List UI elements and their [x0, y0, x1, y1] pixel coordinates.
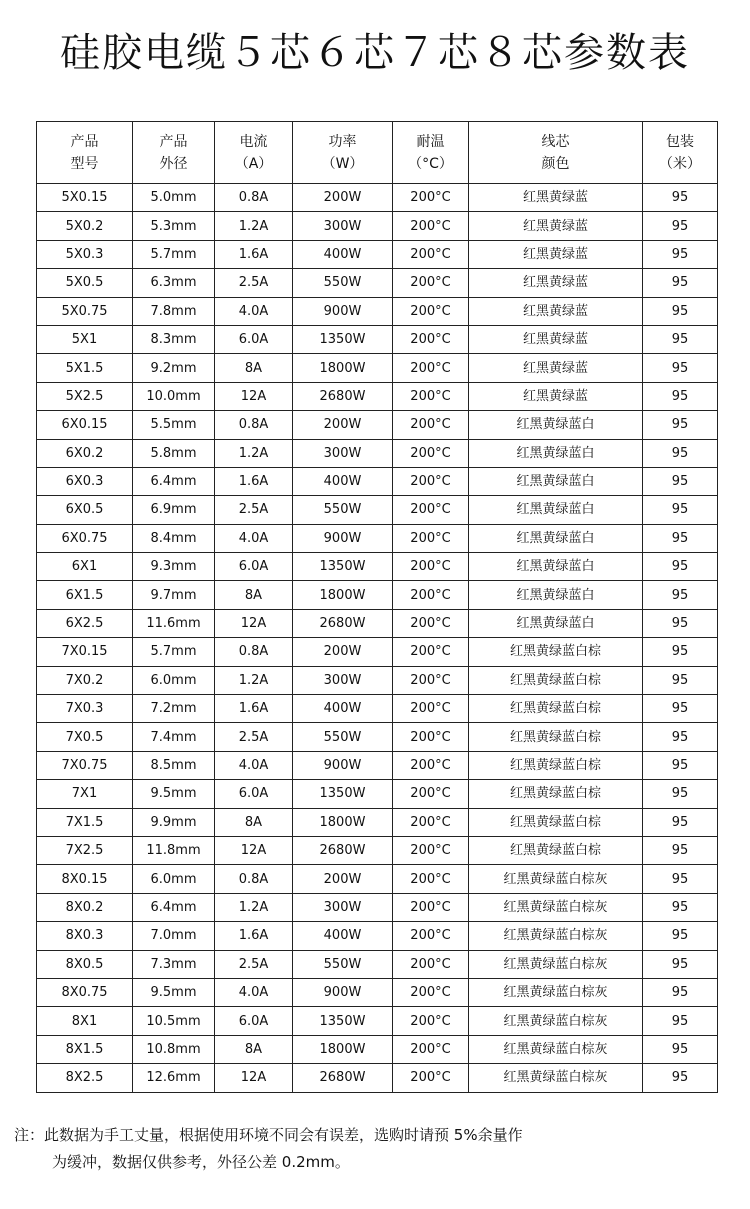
table-cell: 6.9mm: [133, 496, 215, 524]
table-row: [37, 1035, 718, 1063]
table-cell: 4.0A: [215, 751, 293, 779]
table-cell: 红黑黄绿蓝白棕: [469, 666, 643, 694]
table-cell: 红黑黄绿蓝白棕灰: [469, 893, 643, 921]
table-cell: 200°C: [393, 1007, 469, 1035]
table-cell: 900W: [293, 524, 393, 552]
table-cell: 红黑黄绿蓝白: [469, 524, 643, 552]
column-header: [293, 122, 393, 184]
table-row: [37, 780, 718, 808]
table-cell: 红黑黄绿蓝白: [469, 439, 643, 467]
table-cell: 5.0mm: [133, 184, 215, 212]
table-cell: 8A: [215, 808, 293, 836]
table-row: [37, 695, 718, 723]
table-cell: 0.8A: [215, 184, 293, 212]
table-cell: 95: [643, 723, 718, 751]
table-cell: 200W: [293, 638, 393, 666]
table-cell: 95: [643, 1007, 718, 1035]
table-cell: 200°C: [393, 354, 469, 382]
table-cell: 200°C: [393, 723, 469, 751]
table-cell: 5X0.3: [37, 240, 133, 268]
table-cell: 7.3mm: [133, 950, 215, 978]
table-cell: 红黑黄绿蓝白: [469, 581, 643, 609]
table-cell: 8.5mm: [133, 751, 215, 779]
table-cell: 1.6A: [215, 467, 293, 495]
table-cell: 95: [643, 865, 718, 893]
table-cell: 1.6A: [215, 922, 293, 950]
table-cell: 7.0mm: [133, 922, 215, 950]
table-cell: 9.5mm: [133, 978, 215, 1006]
table-cell: 5.3mm: [133, 212, 215, 240]
table-cell: 6X2.5: [37, 609, 133, 637]
table-cell: 8X0.2: [37, 893, 133, 921]
table-cell: 红黑黄绿蓝白: [469, 496, 643, 524]
table-cell: 红黑黄绿蓝白棕: [469, 836, 643, 864]
table-cell: 400W: [293, 240, 393, 268]
table-cell: 200°C: [393, 496, 469, 524]
table-cell: 2680W: [293, 836, 393, 864]
table-cell: 红黑黄绿蓝白棕灰: [469, 1007, 643, 1035]
table-cell: 5.8mm: [133, 439, 215, 467]
table-cell: 6X0.3: [37, 467, 133, 495]
table-cell: 95: [643, 836, 718, 864]
table-cell: 6X0.75: [37, 524, 133, 552]
table-cell: 1.2A: [215, 212, 293, 240]
table-cell: 95: [643, 1064, 718, 1092]
table-row: [37, 865, 718, 893]
table-cell: 1.2A: [215, 666, 293, 694]
table-cell: 0.8A: [215, 638, 293, 666]
table-cell: 红黑黄绿蓝白: [469, 411, 643, 439]
table-cell: 95: [643, 467, 718, 495]
table-row: [37, 1064, 718, 1092]
table-cell: 9.5mm: [133, 780, 215, 808]
column-header-line: 颜色: [541, 155, 570, 172]
table-row: [37, 325, 718, 353]
table-cell: 8A: [215, 1035, 293, 1063]
table-row: [37, 354, 718, 382]
table-cell: 200°C: [393, 978, 469, 1006]
table-cell: 200°C: [393, 439, 469, 467]
table-cell: 6.4mm: [133, 467, 215, 495]
table-cell: 1350W: [293, 1007, 393, 1035]
table-cell: 红黑黄绿蓝: [469, 212, 643, 240]
table-cell: 6X1: [37, 553, 133, 581]
column-header: [37, 122, 133, 184]
column-header: [643, 122, 718, 184]
table-cell: 11.8mm: [133, 836, 215, 864]
table-cell: 12A: [215, 836, 293, 864]
table-cell: 200°C: [393, 240, 469, 268]
table-cell: 红黑黄绿蓝: [469, 269, 643, 297]
table-cell: 2.5A: [215, 496, 293, 524]
table-cell: 红黑黄绿蓝白棕: [469, 780, 643, 808]
table-cell: 红黑黄绿蓝: [469, 354, 643, 382]
table-cell: 6.0A: [215, 1007, 293, 1035]
table-cell: 400W: [293, 467, 393, 495]
table-cell: 7.8mm: [133, 297, 215, 325]
table-cell: 6.0A: [215, 553, 293, 581]
table-cell: 200°C: [393, 695, 469, 723]
table-cell: 200°C: [393, 1064, 469, 1092]
column-header-line: 耐温: [416, 133, 445, 150]
table-cell: 7X0.15: [37, 638, 133, 666]
table-cell: 95: [643, 411, 718, 439]
table-cell: 200°C: [393, 609, 469, 637]
table-cell: 200°C: [393, 893, 469, 921]
table-cell: 95: [643, 808, 718, 836]
table-cell: 95: [643, 609, 718, 637]
column-header-line: （W）: [321, 155, 364, 172]
table-header: [37, 122, 718, 184]
table-row: [37, 439, 718, 467]
table-cell: 0.8A: [215, 411, 293, 439]
table-cell: 7X0.5: [37, 723, 133, 751]
table-cell: 8A: [215, 354, 293, 382]
table-cell: 6.0A: [215, 325, 293, 353]
table-row: [37, 922, 718, 950]
table-cell: 8.4mm: [133, 524, 215, 552]
table-cell: 6.0A: [215, 780, 293, 808]
table-cell: 900W: [293, 751, 393, 779]
table-cell: 1800W: [293, 354, 393, 382]
table-cell: 300W: [293, 439, 393, 467]
table-cell: 7X1: [37, 780, 133, 808]
table-cell: 200°C: [393, 808, 469, 836]
table-row: [37, 184, 718, 212]
table-row: [37, 723, 718, 751]
table-cell: 12A: [215, 382, 293, 410]
table-cell: 1350W: [293, 553, 393, 581]
table-row: [37, 524, 718, 552]
table-cell: 95: [643, 439, 718, 467]
table-cell: 9.3mm: [133, 553, 215, 581]
table-cell: 95: [643, 893, 718, 921]
table-cell: 2.5A: [215, 269, 293, 297]
table-cell: 红黑黄绿蓝: [469, 325, 643, 353]
table-cell: 红黑黄绿蓝: [469, 297, 643, 325]
page-title: 硅胶电缆５芯６芯７芯８芯参数表: [60, 30, 690, 76]
table-row: [37, 467, 718, 495]
table-cell: 5X0.15: [37, 184, 133, 212]
table-cell: 7.2mm: [133, 695, 215, 723]
column-header: [469, 122, 643, 184]
table-cell: 400W: [293, 922, 393, 950]
table-cell: 红黑黄绿蓝白棕: [469, 695, 643, 723]
table-cell: 8X2.5: [37, 1064, 133, 1092]
table-cell: 8X1: [37, 1007, 133, 1035]
table-cell: 1.2A: [215, 439, 293, 467]
table-cell: 红黑黄绿蓝白棕灰: [469, 950, 643, 978]
table-cell: 6X0.5: [37, 496, 133, 524]
table-cell: 200°C: [393, 836, 469, 864]
table-cell: 12A: [215, 609, 293, 637]
column-header-line: 功率: [328, 133, 357, 150]
table-cell: 200°C: [393, 269, 469, 297]
table-cell: 95: [643, 1035, 718, 1063]
table-cell: 红黑黄绿蓝白: [469, 467, 643, 495]
table-cell: 95: [643, 184, 718, 212]
table-cell: 1800W: [293, 808, 393, 836]
table-cell: 200°C: [393, 325, 469, 353]
table-cell: 200°C: [393, 950, 469, 978]
table-cell: 95: [643, 553, 718, 581]
table-cell: 7.4mm: [133, 723, 215, 751]
table-cell: 1.6A: [215, 695, 293, 723]
table-cell: 8X1.5: [37, 1035, 133, 1063]
table-cell: 95: [643, 751, 718, 779]
table-cell: 1.6A: [215, 240, 293, 268]
table-cell: 95: [643, 581, 718, 609]
table-cell: 8A: [215, 581, 293, 609]
table-cell: 300W: [293, 212, 393, 240]
table-row: [37, 581, 718, 609]
column-header: [393, 122, 469, 184]
table-cell: 200W: [293, 184, 393, 212]
table-cell: 1350W: [293, 325, 393, 353]
table-cell: 200°C: [393, 1035, 469, 1063]
table-cell: 5.5mm: [133, 411, 215, 439]
table-cell: 200°C: [393, 382, 469, 410]
table-cell: 95: [643, 950, 718, 978]
table-cell: 5X0.5: [37, 269, 133, 297]
table-cell: 95: [643, 922, 718, 950]
column-header-line: （米）: [659, 155, 701, 172]
table-cell: 9.2mm: [133, 354, 215, 382]
table-cell: 红黑黄绿蓝白: [469, 609, 643, 637]
table-cell: 200°C: [393, 297, 469, 325]
table-cell: 4.0A: [215, 524, 293, 552]
table-cell: 1350W: [293, 780, 393, 808]
table-cell: 6X0.15: [37, 411, 133, 439]
table-cell: 7X0.2: [37, 666, 133, 694]
table-cell: 10.8mm: [133, 1035, 215, 1063]
table-row: [37, 240, 718, 268]
table-cell: 2680W: [293, 1064, 393, 1092]
table-cell: 550W: [293, 496, 393, 524]
table-row: [37, 638, 718, 666]
table-row: [37, 297, 718, 325]
table-cell: 4.0A: [215, 978, 293, 1006]
table-cell: 550W: [293, 950, 393, 978]
table-cell: 95: [643, 297, 718, 325]
table-cell: 200°C: [393, 212, 469, 240]
table-cell: 95: [643, 382, 718, 410]
table-cell: 12.6mm: [133, 1064, 215, 1092]
table-cell: 200°C: [393, 581, 469, 609]
table-cell: 200°C: [393, 922, 469, 950]
table-cell: 红黑黄绿蓝白棕灰: [469, 1064, 643, 1092]
table-row: [37, 411, 718, 439]
table-row: [37, 950, 718, 978]
table-cell: 7X0.75: [37, 751, 133, 779]
table-cell: 7X1.5: [37, 808, 133, 836]
table-cell: 0.8A: [215, 865, 293, 893]
table-cell: 300W: [293, 893, 393, 921]
table-cell: 8.3mm: [133, 325, 215, 353]
table-cell: 200°C: [393, 524, 469, 552]
table-cell: 400W: [293, 695, 393, 723]
table-row: [37, 496, 718, 524]
table-cell: 900W: [293, 978, 393, 1006]
table-cell: 200°C: [393, 751, 469, 779]
table-row: [37, 808, 718, 836]
table-cell: 红黑黄绿蓝白棕灰: [469, 922, 643, 950]
table-cell: 200°C: [393, 467, 469, 495]
table-cell: 200°C: [393, 780, 469, 808]
table-cell: 95: [643, 496, 718, 524]
table-cell: 1800W: [293, 581, 393, 609]
table-cell: 900W: [293, 297, 393, 325]
table-row: [37, 212, 718, 240]
table-cell: 5X1: [37, 325, 133, 353]
table-cell: 200°C: [393, 553, 469, 581]
table-cell: 2680W: [293, 382, 393, 410]
table-cell: 6X0.2: [37, 439, 133, 467]
table-cell: 红黑黄绿蓝白棕: [469, 723, 643, 751]
table-cell: 6X1.5: [37, 581, 133, 609]
table-cell: 200°C: [393, 865, 469, 893]
table-cell: 5.7mm: [133, 638, 215, 666]
table-row: [37, 666, 718, 694]
table-cell: 200W: [293, 865, 393, 893]
table-cell: 红黑黄绿蓝白棕灰: [469, 865, 643, 893]
table-cell: 95: [643, 240, 718, 268]
table-cell: 12A: [215, 1064, 293, 1092]
table-cell: 95: [643, 325, 718, 353]
table-cell: 红黑黄绿蓝白: [469, 553, 643, 581]
spec-table: [36, 121, 718, 1093]
table-cell: 红黑黄绿蓝白棕: [469, 751, 643, 779]
table-cell: 95: [643, 638, 718, 666]
table-row: [37, 978, 718, 1006]
table-cell: 95: [643, 978, 718, 1006]
table-cell: 7X2.5: [37, 836, 133, 864]
table-cell: 2.5A: [215, 723, 293, 751]
table-cell: 95: [643, 666, 718, 694]
table-cell: 2680W: [293, 609, 393, 637]
table-cell: 2.5A: [215, 950, 293, 978]
table-cell: 10.0mm: [133, 382, 215, 410]
column-header-line: 包装: [666, 133, 694, 150]
table-cell: 6.3mm: [133, 269, 215, 297]
table-cell: 200°C: [393, 411, 469, 439]
table-cell: 9.9mm: [133, 808, 215, 836]
footnote-line-1: 注：此数据为手工丈量，根据使用环境不同会有误差，选购时请预 5%余量作: [14, 1126, 523, 1144]
table-cell: 200°C: [393, 666, 469, 694]
table-cell: 8X0.15: [37, 865, 133, 893]
table-cell: 200°C: [393, 638, 469, 666]
table-cell: 8X0.75: [37, 978, 133, 1006]
table-cell: 红黑黄绿蓝白棕: [469, 808, 643, 836]
table-row: [37, 553, 718, 581]
column-header-line: （A）: [234, 155, 273, 172]
table-cell: 红黑黄绿蓝: [469, 382, 643, 410]
table-cell: 6.4mm: [133, 893, 215, 921]
table-cell: 5X0.75: [37, 297, 133, 325]
table-cell: 7X0.3: [37, 695, 133, 723]
table-cell: 5X1.5: [37, 354, 133, 382]
table-row: [37, 893, 718, 921]
table-cell: 1800W: [293, 1035, 393, 1063]
table-cell: 红黑黄绿蓝白棕灰: [469, 1035, 643, 1063]
table-cell: 红黑黄绿蓝白棕: [469, 638, 643, 666]
table-cell: 95: [643, 780, 718, 808]
table-cell: 红黑黄绿蓝: [469, 184, 643, 212]
table-cell: 5X2.5: [37, 382, 133, 410]
table-cell: 9.7mm: [133, 581, 215, 609]
table-cell: 8X0.5: [37, 950, 133, 978]
table-row: [37, 269, 718, 297]
table-row: [37, 751, 718, 779]
table-row: [37, 609, 718, 637]
column-header: [133, 122, 215, 184]
table-cell: 1.2A: [215, 893, 293, 921]
table-cell: 红黑黄绿蓝白棕灰: [469, 978, 643, 1006]
table-cell: 200W: [293, 411, 393, 439]
table-cell: 6.0mm: [133, 865, 215, 893]
table-cell: 95: [643, 269, 718, 297]
table-cell: 95: [643, 212, 718, 240]
table-cell: 10.5mm: [133, 1007, 215, 1035]
table-cell: 95: [643, 524, 718, 552]
table-cell: 4.0A: [215, 297, 293, 325]
table-cell: 550W: [293, 269, 393, 297]
column-header-line: 线芯: [541, 133, 570, 150]
table-row: [37, 1007, 718, 1035]
table-row: [37, 382, 718, 410]
column-header-line: （°C）: [408, 155, 453, 172]
table-body: [37, 184, 718, 1093]
header-row: [37, 122, 718, 184]
column-header: [215, 122, 293, 184]
table-cell: 8X0.3: [37, 922, 133, 950]
table-cell: 200°C: [393, 184, 469, 212]
table-cell: 6.0mm: [133, 666, 215, 694]
table-cell: 5.7mm: [133, 240, 215, 268]
table-cell: 550W: [293, 723, 393, 751]
footnote: [14, 1122, 730, 1176]
table-cell: 300W: [293, 666, 393, 694]
footnote-line-2: 为缓冲，数据仅供参考，外径公差 0.2mm。: [52, 1153, 350, 1171]
column-header-line: 电流: [239, 133, 268, 150]
table-cell: 95: [643, 354, 718, 382]
column-header-line: 外径: [159, 155, 188, 172]
table-cell: 红黑黄绿蓝: [469, 240, 643, 268]
column-header-line: 产品: [70, 133, 99, 150]
table-row: [37, 836, 718, 864]
column-header-line: 型号: [70, 155, 99, 172]
table-cell: 11.6mm: [133, 609, 215, 637]
column-header-line: 产品: [159, 133, 188, 150]
table-cell: 95: [643, 695, 718, 723]
table-cell: 5X0.2: [37, 212, 133, 240]
